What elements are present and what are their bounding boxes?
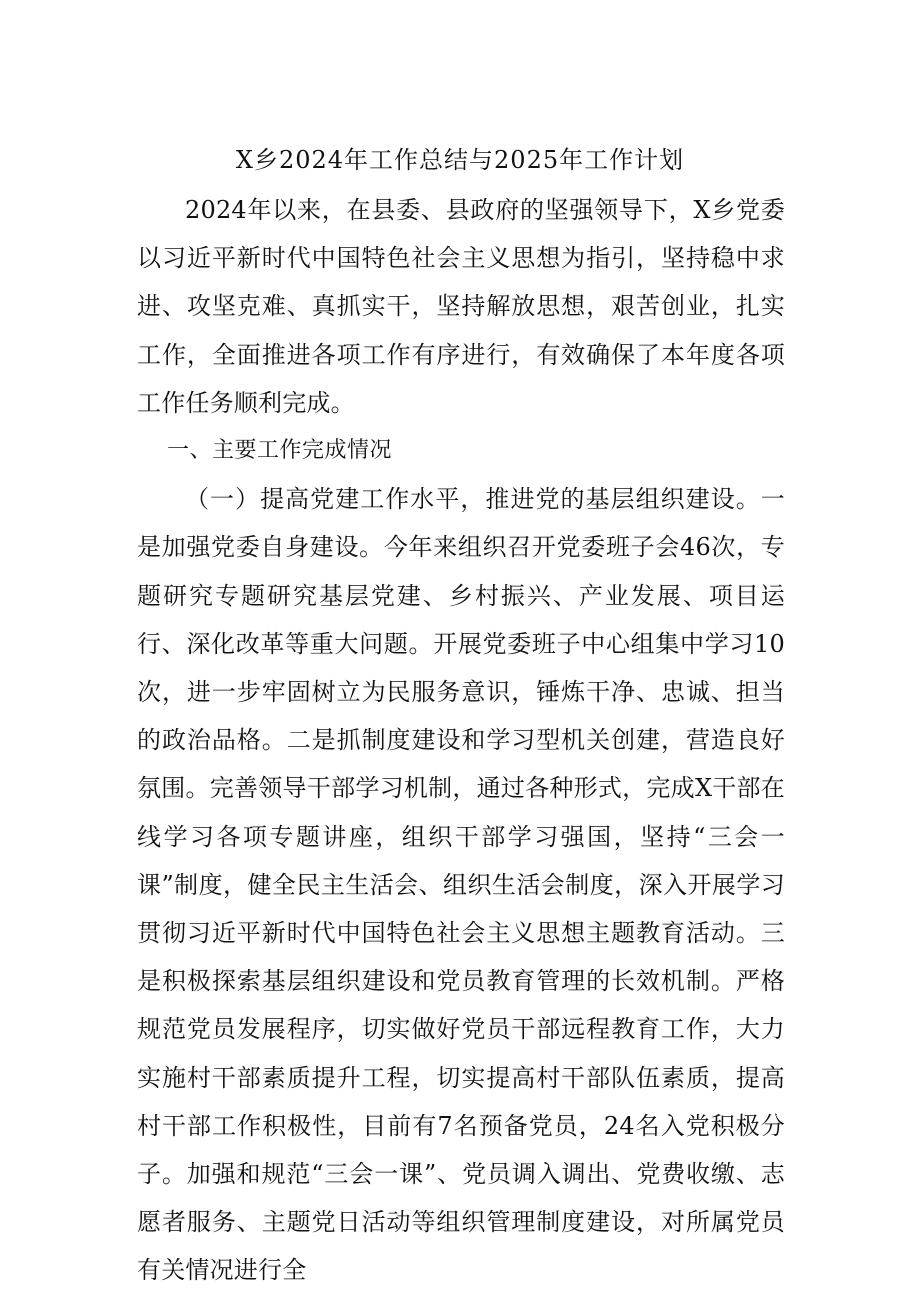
document-title: X乡2024年工作总结与2025年工作计划 (235, 146, 685, 174)
section-paragraph-party-building: （一）提高党建工作水平，推进党的基层组织建设。一是加强党委自身建设。今年来组织召开党委班子会46次，专题研究专题研究基层党建、乡村振兴、产业发展、项目运行、深化改革等重大问题。开展党委班子中心组集中学习10次，进一步牢固树立为民服务意识，锤炼干净、忠诚、担当的政治品格。二是抓制度建设和学习型机关创建，营造良好氛围。完善领导干部学习机制，通过各种形式，完成X干部在线学习各项专题讲座，组织干部学习强国，坚持“三会一课”制度，健全民主生活会、组织生活会制度，深入开展学习贯彻习近平新时代中国特色社会主义思想主题教育活动。三是积极探索基层组织建设和党员教育管理的长效机制。严格规范党员发展程序，切实做好党员干部远程教育工作，大力实施村干部素质提升工程，切实提高村干部队伍素质，提高村干部工作积极性，目前有7名预备党员，24名入党积极分子。加强和规范“三会一课”、党员调入调出、党费收缴、志愿者服务、主题党日活动等组织管理制度建设，对所属党员有关情况进行全 (137, 485, 785, 1285)
section-heading-main-work: 一、主要工作完成情况 (167, 438, 393, 464)
document-body (137, 186, 785, 1295)
intro-paragraph: 2024年以来，在县委、县政府的坚强领导下，X乡党委以习近平新时代中国特色社会主义思想为指引，坚持稳中求进、攻坚克难、真抓实干，坚持解放思想，艰苦创业，扎实工作，全面推进各项工作有序进行，有效确保了本年度各项工作任务顺利完成。 (137, 196, 785, 417)
